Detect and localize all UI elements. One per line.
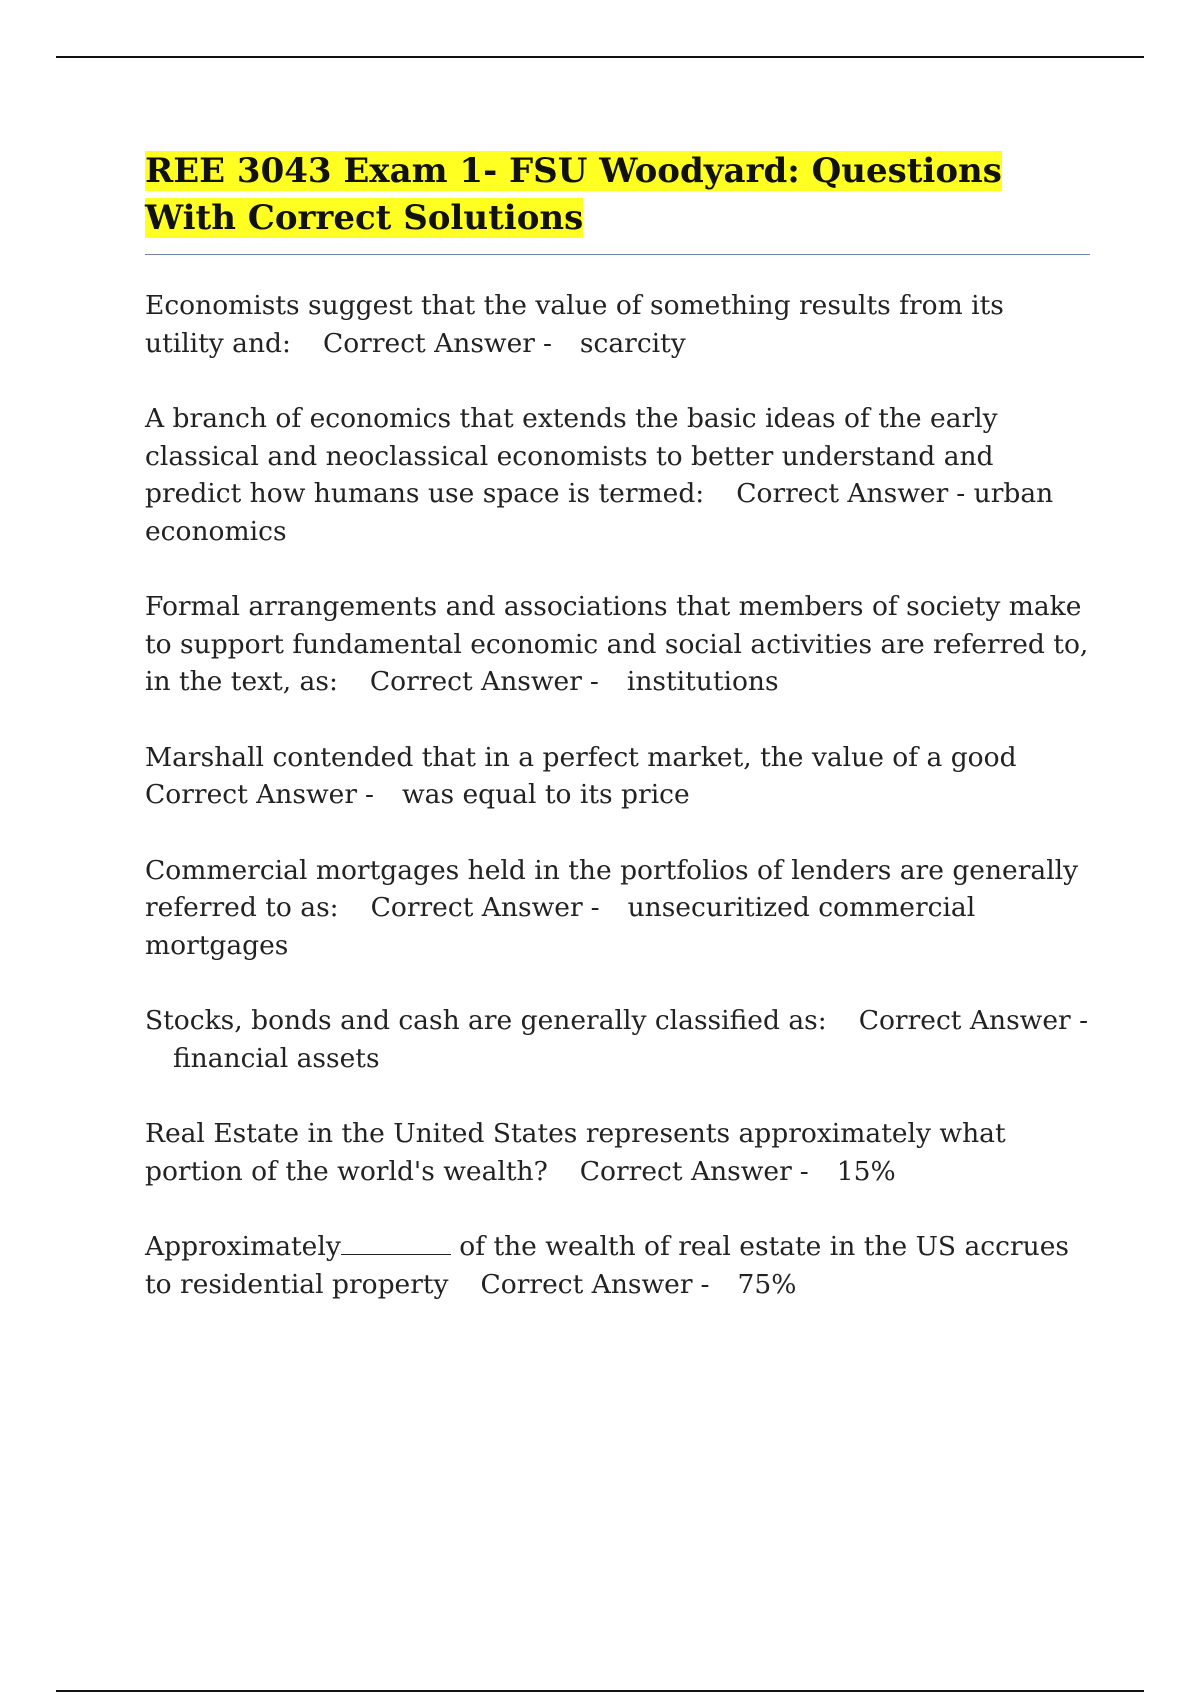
fill-in-blank <box>341 1232 451 1255</box>
answer-label: Correct Answer <box>480 1268 693 1300</box>
answer-label: Correct Answer <box>322 327 535 359</box>
answer-text: unsecuritized commercial mortgages <box>145 892 976 961</box>
answer-separator: - <box>1079 1005 1089 1036</box>
answer-text: financial assets <box>173 1042 380 1074</box>
title-underline <box>145 254 1090 255</box>
answer-separator: - <box>700 1268 710 1300</box>
answer-label: Correct Answer <box>736 478 949 509</box>
answer-text: 15% <box>836 1155 896 1187</box>
answer-label: Correct Answer <box>858 1005 1071 1036</box>
qa-item-5 <box>145 852 1090 965</box>
question-text: Marshall contended that in a perfect market, the value of a good <box>145 741 1017 773</box>
qa-item-6 <box>145 1002 1090 1077</box>
question-text: Commercial mortgages held in the portfolios of lenders are generally referred to as: <box>145 854 1079 923</box>
question-text: A branch of economics that extends the basic ideas of the early classical and neoclassical economists to better understand and predict how humans use space is termed: <box>145 403 998 509</box>
answer-text: institutions <box>626 666 779 697</box>
answer-text: urban economics <box>145 478 1054 547</box>
qa-item-4 <box>145 739 1090 814</box>
answer-separator: - <box>589 666 599 697</box>
answer-label: Correct Answer <box>369 666 582 697</box>
answer-text: scarcity <box>579 327 686 359</box>
top-rule <box>56 56 1144 58</box>
document-title <box>145 148 1090 242</box>
question-text-end: of the wealth of real estate in the US accrues to residential property <box>145 1231 1069 1300</box>
question-text-start: Approximately <box>145 1231 341 1262</box>
answer-text: 75% <box>737 1268 797 1300</box>
question-text: Formal arrangements and associations that members of society make to support fundamental economic and social activities are referred to, in the text, as: <box>145 591 1089 697</box>
qa-item-3 <box>145 588 1090 701</box>
document-body <box>145 148 1090 1341</box>
answer-label: Correct Answer <box>145 779 357 810</box>
qa-item-7 <box>145 1115 1090 1190</box>
qa-item-2 <box>145 400 1090 550</box>
answer-separator: - <box>365 779 374 810</box>
answer-text: was equal to its price <box>401 779 690 810</box>
question-text: Stocks, bonds and cash are generally classified as: <box>145 1005 827 1036</box>
bottom-rule <box>56 1690 1144 1692</box>
qa-list <box>145 287 1090 1303</box>
answer-separator: - <box>799 1155 809 1187</box>
answer-separator: - <box>542 327 552 359</box>
answer-label: Correct Answer <box>579 1155 792 1187</box>
question-text: Economists suggest that the value of something results from its utility and: <box>145 290 1004 359</box>
qa-item-1 <box>145 287 1090 362</box>
qa-item-8 <box>145 1228 1090 1303</box>
answer-label: Correct Answer <box>370 892 583 923</box>
answer-separator: - <box>590 892 600 923</box>
question-text: Real Estate in the United States represents approximately what portion of the world's wealth? <box>145 1118 1006 1187</box>
title-highlight: REE 3043 Exam 1- FSU Woodyard: Questions With Correct Solutions <box>145 151 1002 238</box>
answer-separator: - <box>956 478 966 509</box>
